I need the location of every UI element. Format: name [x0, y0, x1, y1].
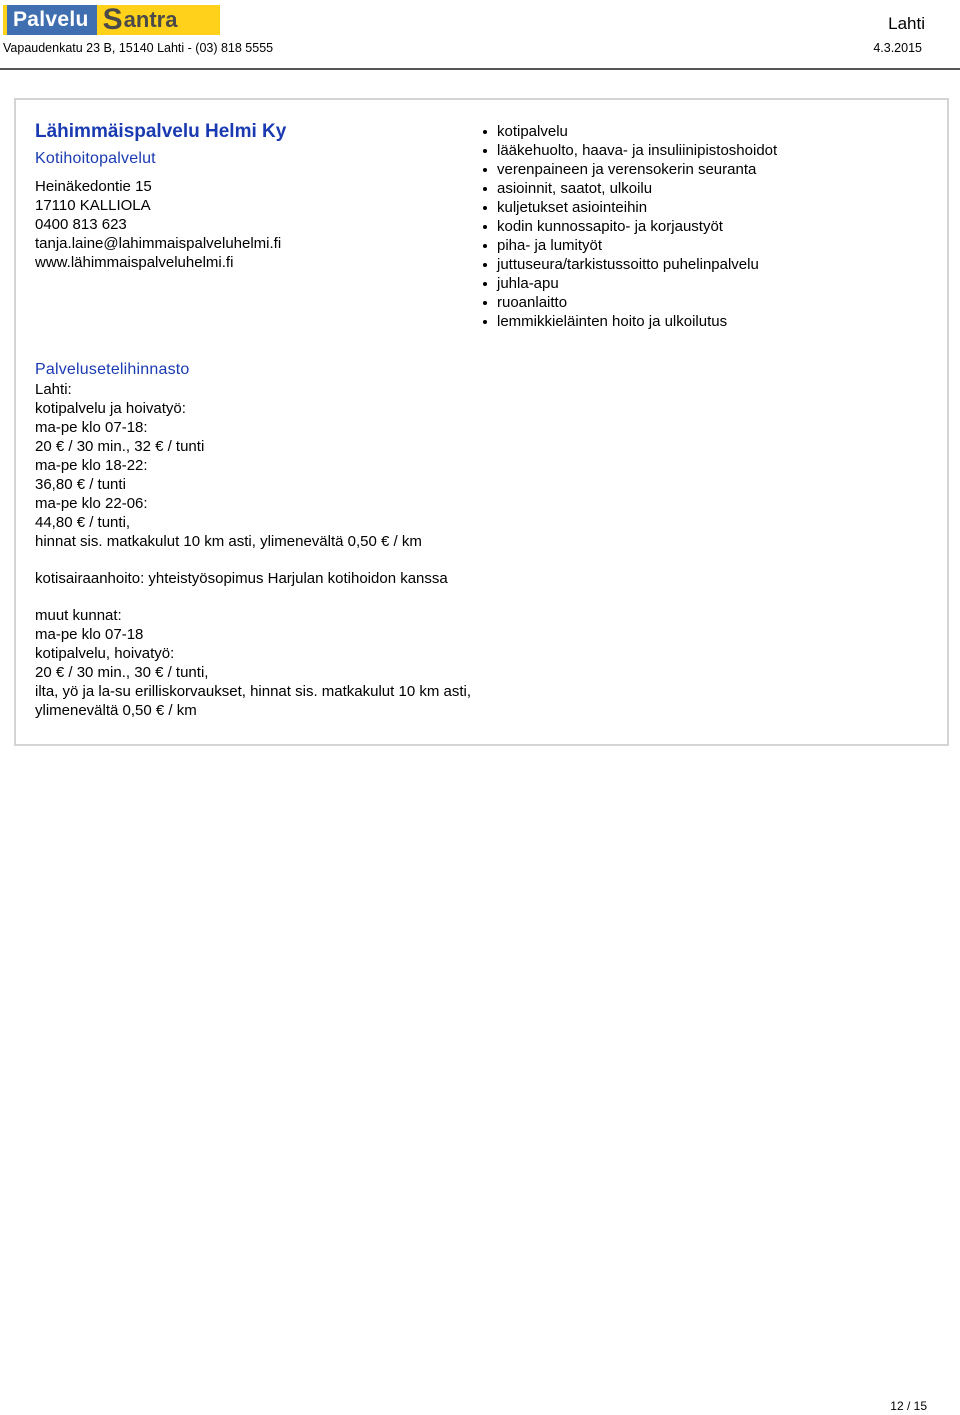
service-item: juhla-apu [483, 274, 777, 293]
contact-email[interactable]: tanja.laine@lahimmaispalveluhelmi.fi [35, 235, 282, 252]
price-block-other-municipalities [35, 606, 915, 720]
contact-street: Heinäkedontie 15 [35, 178, 152, 195]
service-item: lääkehuolto, haava- ja insuliinipistoshoidot [483, 141, 777, 160]
price-line: Lahti: [35, 381, 72, 398]
palvelusantra-logo [3, 5, 220, 35]
price-line: 44,80 € / tunti, [35, 514, 131, 531]
company-info [35, 121, 455, 272]
price-line: kotipalvelu, hoivatyö: [35, 645, 175, 662]
contact-postal: 17110 KALLIOLA [35, 197, 151, 214]
header-city: Lahti [888, 14, 925, 33]
price-line: ilta, yö ja la-su erilliskorvaukset, hinnat sis. matkakulut 10 km asti, [35, 683, 472, 700]
header-date: 4.3.2015 [873, 41, 922, 55]
price-line: 36,80 € / tunti [35, 476, 126, 493]
price-list-title: Palvelusetelihinnasto [35, 361, 190, 378]
contact-phone[interactable]: 0400 813 623 [35, 216, 127, 233]
contact-website[interactable]: www.lähimmaispalveluhelmi.fi [35, 254, 234, 271]
logo-s-letter: S [102, 3, 123, 36]
service-item: lemmikkieläinten hoito ja ulkoilutus [483, 312, 777, 331]
company-name: Lähimmäispalvelu Helmi Ky [35, 121, 287, 142]
spacer [35, 551, 915, 569]
price-line: ma-pe klo 18-22: [35, 457, 148, 474]
service-item: juttuseura/tarkistussoitto puhelinpalvelu [483, 255, 777, 274]
header-divider [0, 68, 960, 70]
contact-details [35, 177, 455, 272]
page-number: 12 / 15 [890, 1399, 927, 1413]
service-item: piha- ja lumityöt [483, 236, 777, 255]
logo-text-antra: antra [123, 7, 178, 32]
price-block-lahti [35, 380, 915, 551]
service-item: kuljetukset asiointeihin [483, 198, 777, 217]
service-item: verenpaineen ja verensokerin seuranta [483, 160, 777, 179]
service-item: asioinnit, saatot, ulkoilu [483, 179, 777, 198]
price-line: muut kunnat: [35, 607, 122, 624]
service-item: kodin kunnossapito- ja korjaustyöt [483, 217, 777, 236]
nursing-agreement-line: kotisairaanhoito: yhteistyösopimus Harjulan kotihoidon kanssa [35, 570, 448, 587]
service-item: ruoanlaitto [483, 293, 777, 312]
price-line: ylimenevältä 0,50 € / km [35, 702, 197, 719]
price-line: kotipalvelu ja hoivatyö: [35, 400, 186, 417]
price-line: ma-pe klo 07-18 [35, 626, 144, 643]
page-header [0, 0, 960, 72]
logo-text-palvelu: Palvelu [3, 5, 97, 35]
service-list [483, 122, 777, 331]
price-line: hinnat sis. matkakulut 10 km asti, ylimenevältä 0,50 € / km [35, 533, 422, 550]
service-list-column [483, 122, 777, 331]
logo-text-santra [97, 5, 220, 35]
price-line: ma-pe klo 07-18: [35, 419, 148, 436]
service-item: kotipalvelu [483, 122, 777, 141]
price-line: 20 € / 30 min., 30 € / tunti, [35, 664, 209, 681]
price-line: ma-pe klo 22-06: [35, 495, 148, 512]
price-line: 20 € / 30 min., 32 € / tunti [35, 438, 205, 455]
price-list [35, 360, 915, 720]
company-category: Kotihoitopalvelut [35, 150, 156, 167]
header-address: Vapaudenkatu 23 B, 15140 Lahti - (03) 818 5555 [3, 41, 274, 55]
listing-card [14, 98, 949, 746]
spacer [35, 588, 915, 606]
